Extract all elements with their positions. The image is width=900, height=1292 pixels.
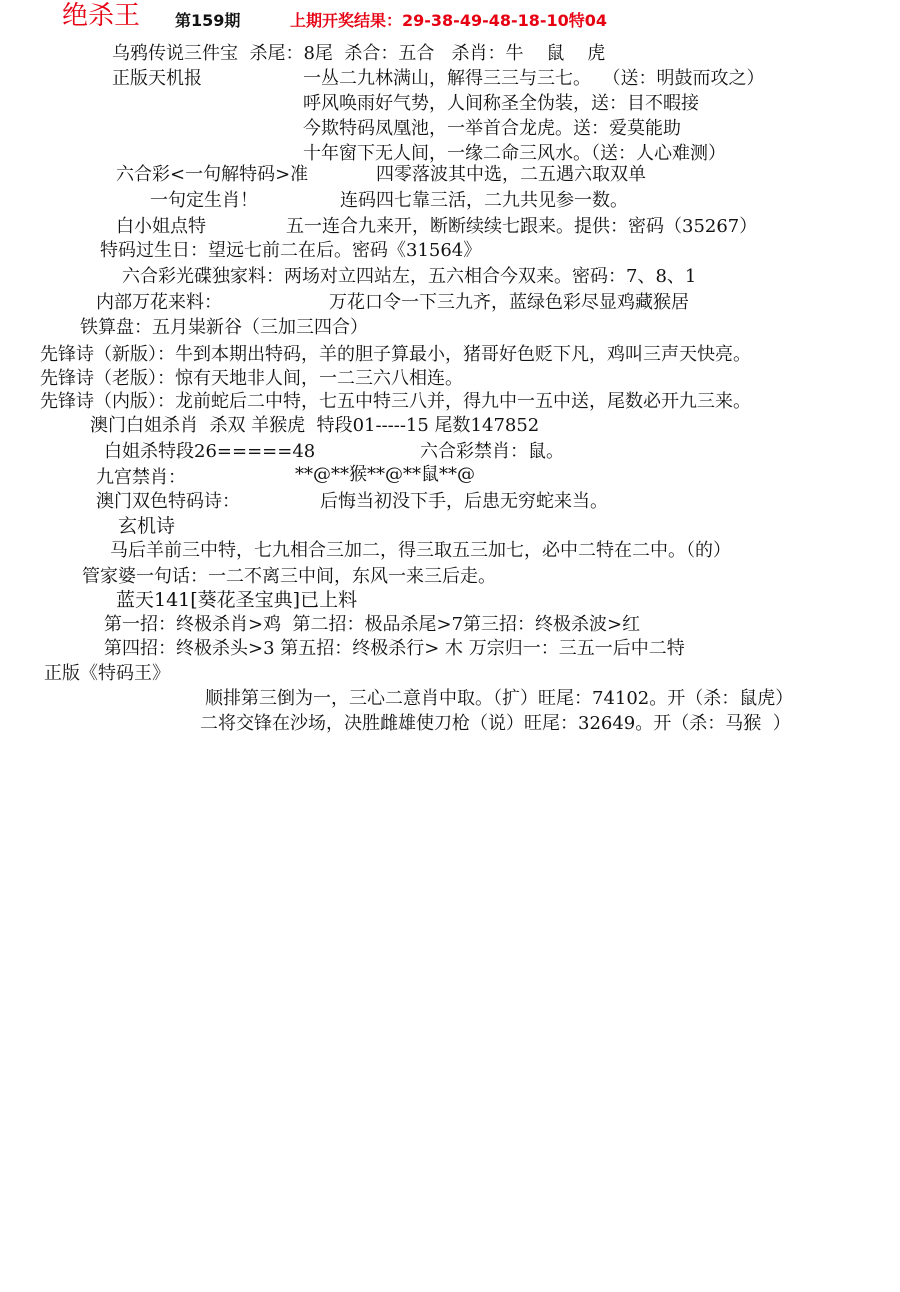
line-mystic-title: 玄机诗 [118, 515, 176, 537]
line-moves-1: 第一招：终极杀肖>鸡 第二招：极品杀尾>7第三招：终极杀波>红 [104, 614, 641, 635]
line-disc-exclusive: 六合彩光碟独家料：两场对立四站左，五六相合今双来。密码：7、8、1 [122, 266, 697, 287]
previous-result: 上期开奖结果：29-38-49-48-18-10特04 [290, 11, 608, 30]
line-zodiac-title: 一句定生肖！ [150, 190, 258, 211]
line-tema-king-verse-2: 二将交锋在沙场，决胜雌雄使刀枪（说）旺尾：32649。开（杀：马猴 ） [200, 713, 791, 734]
line-baixiaojie-title: 白小姐点特 [116, 216, 206, 237]
line-mystic-verse: 马后羊前三中特，七九相合三加二，得三取五三加七，必中二特在二中。（的） [110, 540, 731, 561]
line-tianji-verse-4: 十年窗下无人间，一缘二命三风水。（送：人心难测） [303, 143, 726, 164]
line-macau-double-verse: 后悔当初没下手，后患无穷蛇来当。 [320, 491, 608, 512]
line-pioneer-internal: 先锋诗（内版）：龙前蛇后二中特，七五中特三八并，得九中一五中送，尾数必开九三来。 [40, 391, 751, 412]
line-tianji-verse-2: 呼风唤雨好气势，人间称圣全伪装，送：目不暇接 [303, 93, 699, 114]
line-tema-king-title: 正版《特码王》 [44, 663, 170, 684]
line-nine-palace-title: 九宫禁肖： [96, 467, 186, 488]
line-one-sentence-title: 六合彩<一句解特码>准 [116, 164, 309, 185]
line-moves-2: 第四招：终极杀头>3 第五招：终极杀行> 木 万宗归一：三五一后中二特 [104, 638, 685, 659]
line-one-sentence-verse-2: 连码四七靠三活，二九共见参一数。 [340, 190, 628, 211]
line-wanhua-verse: 万花口令一下三九齐，蓝绿色彩尽显鸡藏猴居 [329, 292, 689, 313]
line-crow-legend: 乌鸦传说三件宝 杀尾：8尾 杀合：五合 杀肖：牛 鼠 虎 [112, 43, 606, 64]
line-tema-king-verse-1: 顺排第三倒为一，三心二意肖中取。（扩）旺尾：74102。开（杀：鼠虎） [205, 688, 794, 709]
issue-number: 第159期 [175, 11, 241, 30]
line-blue-sky: 蓝天141[葵花圣宝典]已上料 [116, 589, 358, 611]
line-baixiaojie-verse: 五一连合九来开，断断续续七跟来。提供：密码（35267） [286, 216, 758, 237]
line-housekeeper: 管家婆一句话：一二不离三中间，东风一来三后走。 [82, 566, 496, 587]
line-forbidden-zodiac: 六合彩禁肖：鼠。 [420, 441, 564, 462]
line-baijie-range: 白姐杀特段26=====48 [104, 441, 316, 462]
line-tianji-title: 正版天机报 [112, 68, 202, 89]
line-nine-palace-value: **@**猴**@**鼠**@ [295, 464, 475, 485]
line-abacus: 铁算盘：五月粜新谷（三加三四合） [80, 317, 368, 338]
line-wanhua-title: 内部万花来料： [96, 292, 222, 313]
line-tianji-verse-1: 一丛二九林满山，解得三三与三七。 （送：明鼓而攻之） [303, 68, 765, 89]
line-one-sentence-verse-1: 四零落波其中选，二五遇六取双单 [376, 164, 646, 185]
line-macau-double-title: 澳门双色特码诗： [96, 491, 240, 512]
brand-title: 绝杀王 [62, 1, 141, 31]
line-pioneer-new: 先锋诗（新版）：牛到本期出特码，羊的胆子算最小，猪哥好色贬下凡，鸡叫三声天快亮。 [40, 344, 751, 365]
line-pioneer-old: 先锋诗（老版）：惊有天地非人间，一二三六八相连。 [40, 368, 463, 389]
line-tianji-verse-3: 今欺特码凤凰池，一举首合龙虎。送：爱莫能助 [303, 118, 681, 139]
line-macau-baijie: 澳门白姐杀肖 杀双 羊猴虎 特段01-----15 尾数147852 [90, 415, 540, 436]
line-birthday: 特码过生日：望远七前二在后。密码《31564》 [100, 240, 482, 261]
